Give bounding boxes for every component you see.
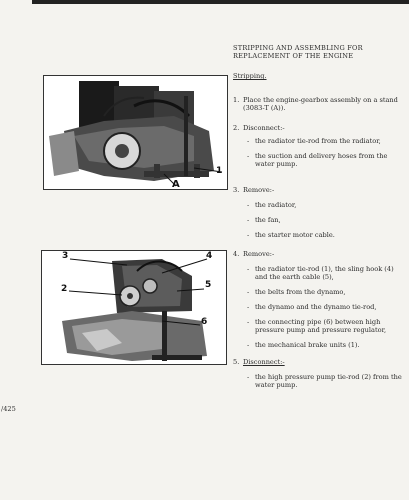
step-text: Disconnect:- — [243, 124, 285, 132]
page-title: STRIPPING AND ASSEMBLING FOR REPLACEMENT OF THE ENGINE — [233, 44, 363, 60]
subheading: Stripping. — [233, 72, 267, 80]
step-text: Remove:- — [243, 186, 275, 194]
callout-4: 4 — [206, 251, 213, 261]
step-number: 2. — [233, 124, 240, 132]
top-rule — [32, 0, 409, 4]
callout-a: A — [172, 179, 180, 190]
list-item: the connecting pipe (6) between high pressure pump and pressure regulator, — [255, 318, 387, 334]
step-number: 5. — [233, 358, 240, 366]
engine-photo-1 — [44, 76, 227, 189]
list-item: the fan, — [255, 216, 281, 224]
list-dash: - — [247, 201, 250, 209]
callout-2: 2 — [61, 284, 68, 294]
list-dash: - — [247, 137, 250, 145]
step-number: 3. — [233, 186, 240, 194]
engine-photo-figure-1 — [43, 75, 228, 190]
list-dash: - — [247, 231, 250, 239]
step-number: 4. — [233, 250, 240, 258]
list-item: the radiator tie-rod from the radiator, — [255, 137, 381, 145]
step-number: 1. — [233, 96, 240, 104]
list-item: the starter motor cable. — [255, 231, 335, 239]
step-text: Remove:- — [243, 250, 275, 258]
list-dash: - — [247, 341, 250, 349]
list-dash: - — [247, 265, 250, 273]
list-item: the mechanical brake units (1). — [255, 341, 360, 349]
callout-5: 5 — [205, 280, 212, 290]
list-dash: - — [247, 318, 250, 326]
callout-6: 6 — [201, 317, 208, 327]
list-dash: - — [247, 373, 250, 381]
callout-1: 1 — [216, 166, 223, 176]
step-text: Disconnect:- — [243, 358, 285, 366]
callout-3: 3 — [62, 251, 69, 261]
list-item: the dynamo and the dynamo tie-rod, — [255, 303, 377, 311]
list-dash: - — [247, 216, 250, 224]
list-item: the suction and delivery hoses from the water pump. — [255, 152, 388, 168]
list-item: the belts from the dynamo, — [255, 288, 346, 296]
page-folio: /425 — [1, 405, 16, 413]
engine-photo-figure-2 — [41, 250, 227, 365]
list-dash: - — [247, 288, 250, 296]
list-item: the radiator tie-rod (1), the sling hook (4) and the earth cable (5), — [255, 265, 394, 281]
list-dash: - — [247, 303, 250, 311]
engine-photo-2 — [42, 251, 226, 364]
step-text: Place the engine-gearbox assembly on a stand (3083-T (A)). — [243, 96, 398, 112]
list-item: the radiator, — [255, 201, 297, 209]
list-dash: - — [247, 152, 250, 160]
list-item: the high pressure pump tie-rod (2) from the water pump. — [255, 373, 402, 389]
